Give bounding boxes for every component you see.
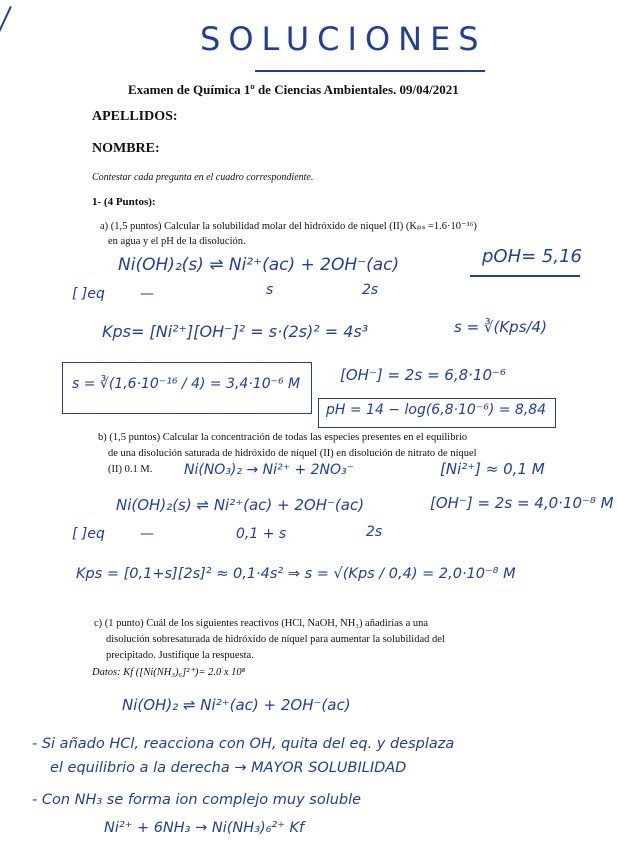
apellidos-label: APELLIDOS:: [92, 109, 178, 124]
answer-b-eq-label: [ ]eq: [72, 526, 105, 542]
question-1-heading: 1- (4 Puntos):: [92, 196, 156, 208]
title-underline: [255, 70, 485, 72]
answer-a-eq-label: [ ]eq: [72, 286, 105, 302]
answer-a-result: s = ∛(1,6·10⁻¹⁶ / 4) = 3,4·10⁻⁶ M: [72, 376, 301, 392]
answer-b-eq-dash: —: [140, 526, 154, 542]
answer-a-2s: 2s: [362, 282, 379, 298]
answer-b-oh: [OH⁻] = 2s = 4,0·10⁻⁸ M: [430, 494, 614, 512]
question-c-line2: disolución sobresaturada de hidróxido de níquel para aumentar la solubilidad del: [106, 634, 445, 645]
question-b-line1: b) (1,5 puntos) Calcular la concentración de todas las especies presentes en el equilibrio: [98, 432, 468, 443]
answer-c-line2: el equilibrio a la derecha → MAYOR SOLUBILIDAD: [50, 760, 407, 776]
answer-b-conc2: 2s: [366, 524, 383, 540]
exam-title: Examen de Química 1º de Ciencias Ambientales. 09/04/2021: [128, 82, 459, 97]
answer-a-ph: pH = 14 − log(6,8·10⁻⁶) = 8,84: [326, 402, 547, 418]
question-a-line1: a) (1,5 puntos) Calcular la solubilidad molar del hidróxido de níquel (II) (Kₚₛ =1.6·10⁻¹⁶): [100, 221, 477, 232]
nombre-label: NOMBRE:: [92, 141, 160, 156]
answer-b-kps: Kps = [0,1+s][2s]² ≈ 0,1·4s² ⇒ s = √(Kps / 0,4) = 2,0·10⁻⁸ M: [76, 566, 516, 582]
instruction: Contestar cada pregunta en el cuadro correspondiente.: [92, 172, 314, 183]
question-b-line3: (II) 0.1 M.: [108, 464, 153, 475]
answer-c-equation: Ni(OH)₂ ⇌ Ni²⁺(ac) + 2OH⁻(ac): [122, 696, 351, 714]
poh-underline: [470, 275, 580, 277]
answer-a-poh: pOH= 5,16: [482, 246, 583, 267]
answer-c-complex: Ni²⁺ + 6NH₃ → Ni(NH₃)₆²⁺ Kf: [104, 820, 305, 836]
answer-a-eq-dash: —: [140, 286, 154, 302]
answer-c-line3: - Con NH₃ se forma ion complejo muy soluble: [32, 792, 362, 808]
question-c-line3: precipitado. Justifique la respuesta.: [106, 650, 254, 661]
question-c-data: Datos: Kf ([Ni(NH₃)₆]²⁺)= 2.0 x 10⁸: [92, 667, 246, 678]
answer-a-kps: Kps= [Ni²⁺][OH⁻]² = s·(2s)² = 4s³: [102, 322, 369, 341]
question-b-line2: de una disolución saturada de hidróxido de níquel (II) en disolución de nitrato de níquel: [108, 448, 477, 459]
answer-a-s-formula: s = ∛(Kps/4): [454, 318, 547, 336]
answer-a-equation: Ni(OH)₂(s) ⇌ Ni²⁺(ac) + 2OH⁻(ac): [118, 255, 400, 275]
handwritten-title: SOLUCIONES: [200, 20, 487, 58]
answer-b-ni: [Ni²⁺] ≈ 0,1 M: [440, 460, 545, 478]
margin-mark: [0, 6, 12, 59]
answer-a-s: s: [266, 282, 274, 298]
answer-c-line1: - Si añado HCl, reacciona con OH, quita del eq. y desplaza: [32, 736, 455, 752]
question-a-line2: en agua y el pH de la disolución.: [108, 236, 246, 247]
answer-b-nitrate: Ni(NO₃)₂ → Ni²⁺ + 2NO₃⁻: [184, 462, 355, 478]
question-c-line1: c) (1 punto) Cuál de los siguientes reactivos (HCl, NaOH, NH₃) añadirías a una: [94, 618, 429, 629]
answer-b-conc1: 0,1 + s: [236, 526, 287, 542]
answer-b-equation: Ni(OH)₂(s) ⇌ Ni²⁺(ac) + 2OH⁻(ac): [116, 496, 365, 514]
answer-a-oh: [OH⁻] = 2s = 6,8·10⁻⁶: [340, 366, 506, 384]
